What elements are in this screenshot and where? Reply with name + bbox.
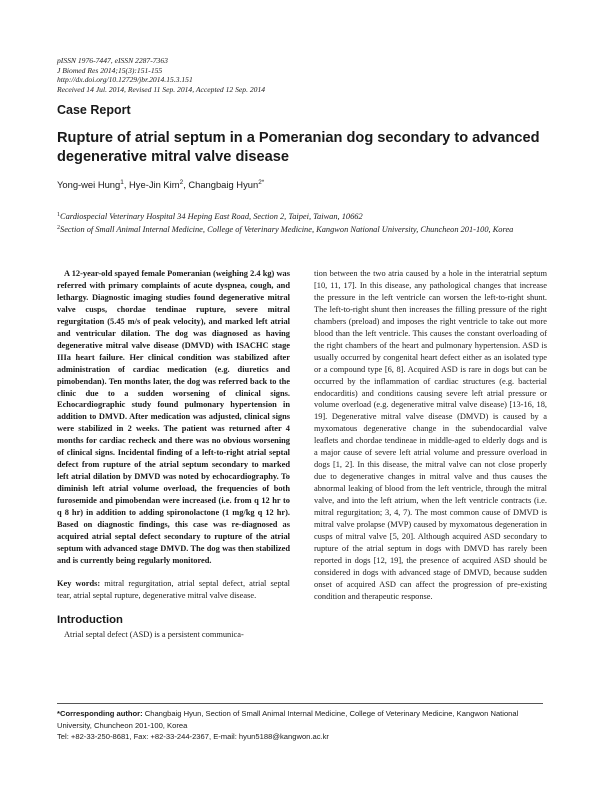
author-name: Hye-Jin Kim bbox=[129, 179, 180, 190]
journal-meta bbox=[57, 56, 357, 94]
article-title: Rupture of atrial septum in a Pomeranian dog secondary to advanced degenerative mitral valve disease bbox=[57, 130, 540, 165]
correspondence-text: Changbaig Hyun, Section of Small Animal Internal Medicine, College of Veterinary Medicine, Kangwon National University, Chuncheon 201-100, Korea bbox=[57, 709, 519, 730]
author-affiliation-mark: 1 bbox=[120, 179, 124, 186]
introduction-paragraph-start: Atrial septal defect (ASD) is a persistent communica- bbox=[64, 629, 244, 639]
author-separator: , bbox=[183, 179, 189, 190]
abstract: A 12-year-old spayed female Pomeranian (weighing 2.4 kg) was referred with primary complaints of acute dyspnea, cough, and lethargy. Diagnostic imaging studies found degenerative mitral valve cusps, chordae tendinae rupture, severe mitral regurgitation (5.45 m/s of peak velocity), and marked left atrial and ventricular dilation. The dog was diagnosed as having degenerative mitral valve disease (DMVD) with ISACHC stage IIIa heart failure. Her clinical condition was stabilized after administration of cardiac medication (e.g. diuretics and pimobendan). Ten months later, the dog was referred back to the clinic due to a sudden worsening of clinical signs. Echocardiographic study found pulmonary hypertension in addition to DMVD. After medication was adjusted, clinical signs were stabilized in 2 weeks. The patient was returned after 4 months for cardiac recheck and there was no obvious worsening of clinical signs. Incidental finding of a left-to-right atrial septal defect from rupture of the atrial septum secondary to marked left atrial dilation by DMVD was noted by echocardiography. To diminish left atrial volume overload, the frequencies of both furosemide and pimobendan were increased (i.e. from q 12 hr to q 8 hr) in addition to adding spironolactone (1 mg/kg q 12 hr). Based on diagnostic findings, this case was re-diagnosed as acquired atrial septal defect secondary to rupture of the atrial septum with advanced stage DMVD. The dog was then stabilized and is currently being regularly monitored. bbox=[57, 269, 290, 565]
doi-link[interactable]: http://dx.doi.org/10.12729/jbr.2014.15.3.151 bbox=[57, 75, 193, 84]
introduction-paragraph-continued: tion between the two atria caused by a hole in the interatrial septum [10, 11, 17]. In this disease, any pathological changes that increase the pressure in the left ventricle can worsen the left-to-right shunt. The left-to-right shunt then increases the filling pressure of the right chambers (preload) and imposes the right ventricle to take out more blood than the left ventricle. This causes the constant overloading of the right chambers of the heart and pulmonary hypertension. ASD is usually occurred by congenital heart defect either as an isolated type or a compound type [6, 8]. Acquired ASD is rare in dogs but can be occurred by the inflammation of cardiac structures (e.g. bacterial endocarditis) and conditions causing severe left atrial pressure or volume overload (e.g. degenerative mitral valve disease) [13-16, 18, 19]. Degenerative mitral valve disease (DMVD) is caused by a myxomatous degenerative change in the subendocardial valve leaflets and chordae tendineae in middle-aged to elderly dogs and is a major cause of severe left atrial volume and pressure overload in dogs [1, 2]. In this disease, the mitral valve can not close properly due to degenerative changes in mitral valve and thus causes the abnormal leaking of blood from the left ventricle, through the mitral valve, and into the left atrium, when the left ventricle contracts (i.e. mitral regurgitation; 3, 4, 7). The most common cause of DMVD is mitral valve prolapse (MVP) caused by myxomatous degeneration in cusps of mitral valve [5, 20]. Although acquired ASD secondary to rupture of the atrial septum in dogs with DMVD has rarely been reported in dogs [12, 19], the presence of acquired ASD should be considered in dogs with advanced stage of DMVD, because sudden onset of acquired ASD can affect the progression of pre-existing condition and therapeutic response. bbox=[314, 269, 547, 601]
affiliation-mark: 1 bbox=[57, 212, 60, 218]
affiliation-item bbox=[57, 223, 547, 235]
correspondence-label: *Corresponding author: bbox=[57, 709, 143, 718]
author-list bbox=[57, 179, 264, 190]
correspondence-contact: Tel: +82-33-250-8681, Fax: +82-33-244-2367, E-mail: hyun5188@kangwon.ac.kr bbox=[57, 732, 329, 741]
affiliation-mark: 2 bbox=[57, 225, 60, 231]
affiliations bbox=[57, 210, 547, 236]
author-affiliation-mark: 2 bbox=[179, 179, 184, 186]
left-column bbox=[57, 268, 290, 641]
author-name: Yong-wei Hung bbox=[57, 179, 121, 190]
footnote-divider bbox=[57, 703, 543, 704]
right-column bbox=[314, 268, 547, 603]
section-heading-introduction: Introduction bbox=[57, 613, 123, 626]
affiliation-text: Section of Small Animal Internal Medicine, College of Veterinary Medicine, Kangwon National University, Chuncheon 201-100, Korea bbox=[60, 225, 514, 234]
author-affiliation-mark: 2* bbox=[258, 179, 265, 186]
article-type: Case Report bbox=[57, 103, 131, 117]
journal-citation: J Biomed Res 2014;15(3):151-155 bbox=[57, 65, 163, 75]
corresponding-author-footnote bbox=[57, 708, 543, 743]
keywords-label: Key words: bbox=[57, 578, 101, 588]
issn-line: pISSN 1976-7447, eISSN 2287-7363 bbox=[57, 56, 168, 65]
affiliation-text: Cardiospecial Veterinary Hospital 34 Heping East Road, Section 2, Taipei, Taiwan, 10662 bbox=[60, 212, 363, 221]
keywords bbox=[57, 578, 290, 602]
affiliation-item bbox=[57, 210, 547, 222]
keywords-text: mitral regurgitation, atrial septal defect, atrial septal tear, atrial septal rupture, degenerative mitral valve disease. bbox=[57, 578, 291, 600]
author-separator: , bbox=[123, 179, 130, 190]
article-dates: Received 14 Jul. 2014, Revised 11 Sep. 2014, Accepted 12 Sep. 2014 bbox=[57, 84, 266, 94]
author-name: Changbaig Hyun bbox=[188, 179, 259, 190]
correspondence-address bbox=[57, 708, 543, 731]
